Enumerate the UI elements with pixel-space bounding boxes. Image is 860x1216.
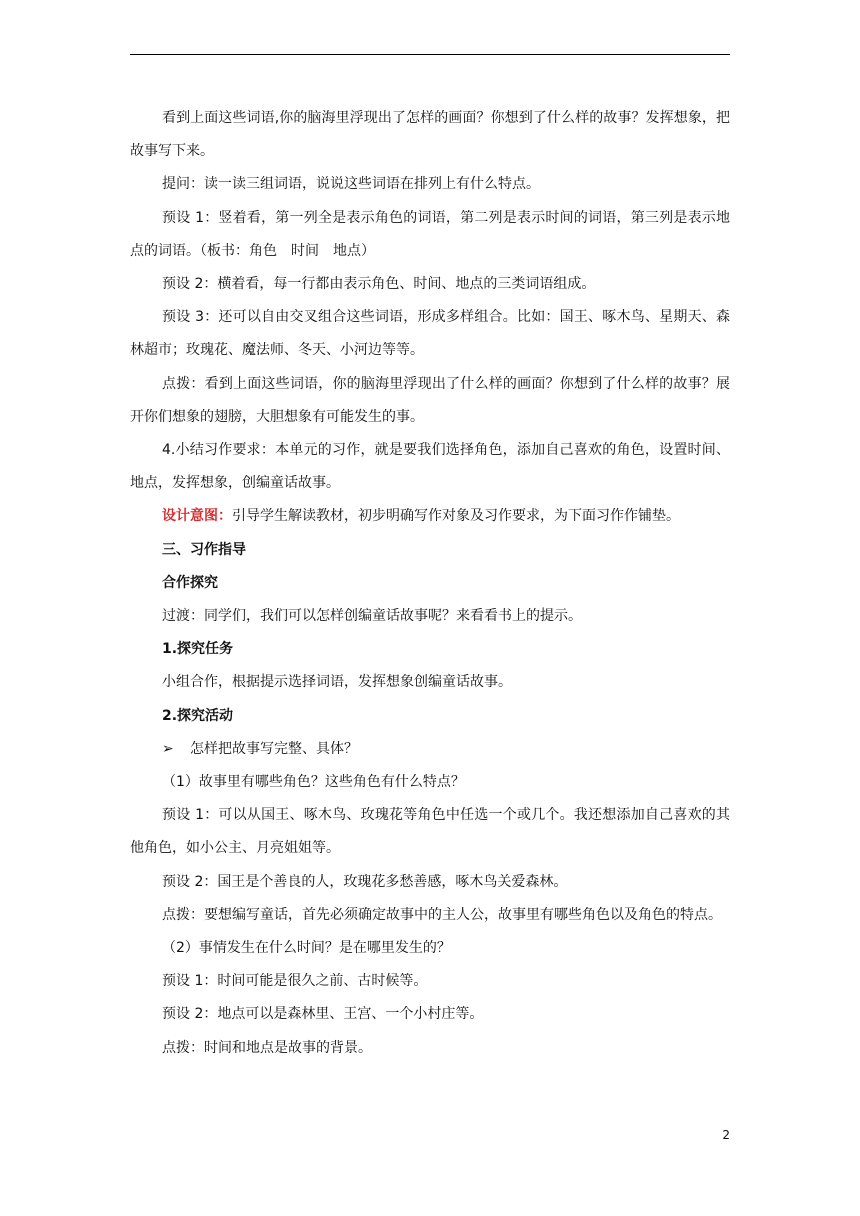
paragraph: 过渡：同学们，我们可以怎样创编童话故事呢？来看看书上的提示。: [162, 608, 582, 625]
paragraph: 预设 2：横着看，每一行都由表示角色、时间、地点的三类词语组成。: [162, 276, 596, 293]
paragraph: 4.小结习作要求：本单元的习作，就是要我们选择角色，添加自己喜欢的角色，设置时间、地点，发挥想象，创编童话故事。: [130, 442, 730, 492]
section-heading: 三、习作指导: [162, 541, 246, 558]
paragraph: 预设 1：可以从国王、啄木鸟、玫瑰花等角色中任选一个或几个。我还想添加自己喜欢的其他角色，如小公主、月亮姐姐等。: [130, 807, 730, 857]
document-body: [130, 102, 730, 1065]
design-intent-text: 引导学生解读教材，初步明确写作对象及习作要求，为下面习作作铺垫。: [232, 508, 680, 525]
subsection-heading: 合作探究: [162, 574, 218, 591]
paragraph: 点拨：看到上面这些词语，你的脑海里浮现出了什么样的画面？你想到了什么样的故事？展开你们想象的翅膀，大胆想象有可能发生的事。: [130, 375, 730, 425]
paragraph: 预设 2：地点可以是森林里、王宫、一个小村庄等。: [162, 1006, 484, 1023]
paragraph: 预设 3：还可以自由交叉组合这些词语，形成多样组合。比如：国王、啄木鸟、星期天、森林超市；玫瑰花、魔法师、冬天、小河边等等。: [130, 309, 730, 359]
page-number: 2: [722, 1128, 730, 1142]
task-heading: 1.探究任务: [162, 641, 234, 658]
paragraph: 看到上面这些词语,你的脑海里浮现出了怎样的画面？你想到了什么样的故事？发挥想象，把故事写下来。: [130, 110, 730, 160]
paragraph: 点拨：要想编写童话，首先必须确定故事中的主人公，故事里有哪些角色以及角色的特点。: [162, 906, 722, 923]
paragraph: 预设 2：国王是个善良的人，玫瑰花多愁善感，啄木鸟关爱森林。: [162, 873, 568, 890]
question: （2）事情发生在什么时间？是在哪里发生的？: [162, 940, 451, 957]
activity-heading: 2.探究活动: [162, 707, 234, 724]
paragraph: 小组合作，根据提示选择词语，发挥想象创编童话故事。: [162, 674, 512, 691]
paragraph: 预设 1：时间可能是很久之前、古时候等。: [162, 973, 428, 990]
paragraph: 点拨：时间和地点是故事的背景。: [162, 1039, 372, 1056]
paragraph: 预设 1：竖着看，第一列全是表示角色的词语，第二列是表示时间的词语，第三列是表示地点的词语。（板书：角色 时间 地点）: [130, 209, 730, 259]
arrow-bullet-icon: ➢: [162, 740, 174, 757]
paragraph: 提问：读一读三组词语，说说这些词语在排列上有什么特点。: [162, 176, 540, 193]
design-intent: [130, 500, 730, 533]
header-rule: [130, 54, 730, 55]
bullet-text: 怎样把故事写完整、具体？: [190, 740, 358, 757]
design-intent-label: 设计意图：: [162, 508, 232, 525]
question: （1）故事里有哪些角色？这些角色有什么特点？: [162, 774, 465, 791]
bullet-item: [130, 733, 730, 766]
